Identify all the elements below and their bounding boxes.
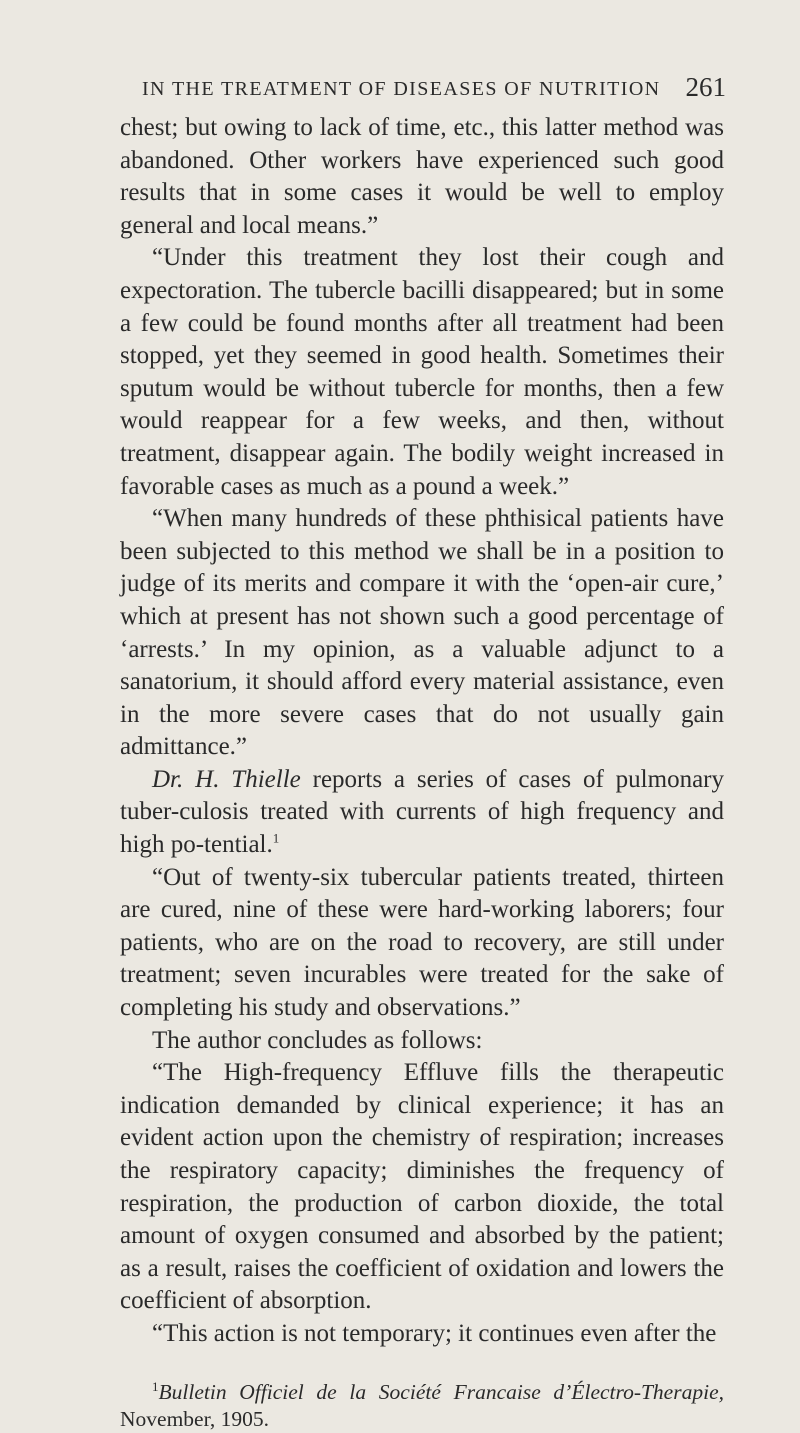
running-head-title: IN THE TREATMENT OF DISEASES OF NUTRITION (142, 78, 661, 100)
page-number: 261 (685, 72, 726, 102)
footnote-source: Bulletin Officiel de la Société Francaise d’Électro-Therapie, (158, 1379, 724, 1404)
paragraph: chest; but owing to lack of time, etc., this latter method was abandoned. Other workers have experienced such good results that in some cases it would be well to employ general and local means.” (120, 114, 724, 239)
footnote-reference: 1 (272, 830, 280, 846)
paragraph: “This action is not temporary; it continues even after the (152, 1319, 717, 1347)
paragraph-thielle (120, 764, 724, 862)
paragraph: The author concludes as follows: (152, 1026, 483, 1054)
paragraph: “The High-frequency Effluve fills the therapeutic indication demanded by clinical experience; it has an evident action upon the chemistry of respiration; increases the respiratory capacity; diminishes the frequency of respiration, the production of carbon dioxide, the total amount of oxygen consumed and absorbed by the patient; as a result, raises the coefficient of oxidation and lowers the coefficient of absorption. (120, 1059, 724, 1315)
paragraph-text: reports a series of cases of pulmonary tuber-culosis treated with currents of high frequency and high po-tential. (120, 765, 724, 859)
paragraph: “Under this treatment they lost their cough and expectoration. The tubercle bacilli disappeared; but in some a few could be found months after all treatment had been stopped, yet they seemed in good health. Sometimes their sputum would be without tubercle for months, then a few would reappear for a few weeks, and then, without treatment, disappear again. The bodily weight increased in favorable cases as much as a pound a week.” (120, 244, 724, 500)
footnote (120, 1379, 724, 1433)
running-head (120, 72, 724, 112)
author-name: Dr. H. Thielle (152, 765, 301, 793)
footnote-mark: 1 (152, 1378, 159, 1394)
paragraph: “When many hundreds of these phthisical patients have been subjected to this method we shall be in a position to judge of its merits and compare it with the ‘open-air cure,’ which at present has not shown such a good percentage of ‘arrests.’ In my opinion, as a valuable adjunct to a sanatorium, it should afford every material assistance, even in the more severe cases that do not usually gain admittance.” (120, 505, 724, 761)
footnote-text: November, 1905. (120, 1406, 270, 1431)
body-text (120, 112, 724, 1351)
paragraph: “Out of twenty-six tubercular patients treated, thirteen are cured, nine of these were hard-working laborers; four patients, who are on the road to recovery, are still under treatment; seven incurables were treated for the sake of completing his study and observations.” (120, 863, 724, 1022)
